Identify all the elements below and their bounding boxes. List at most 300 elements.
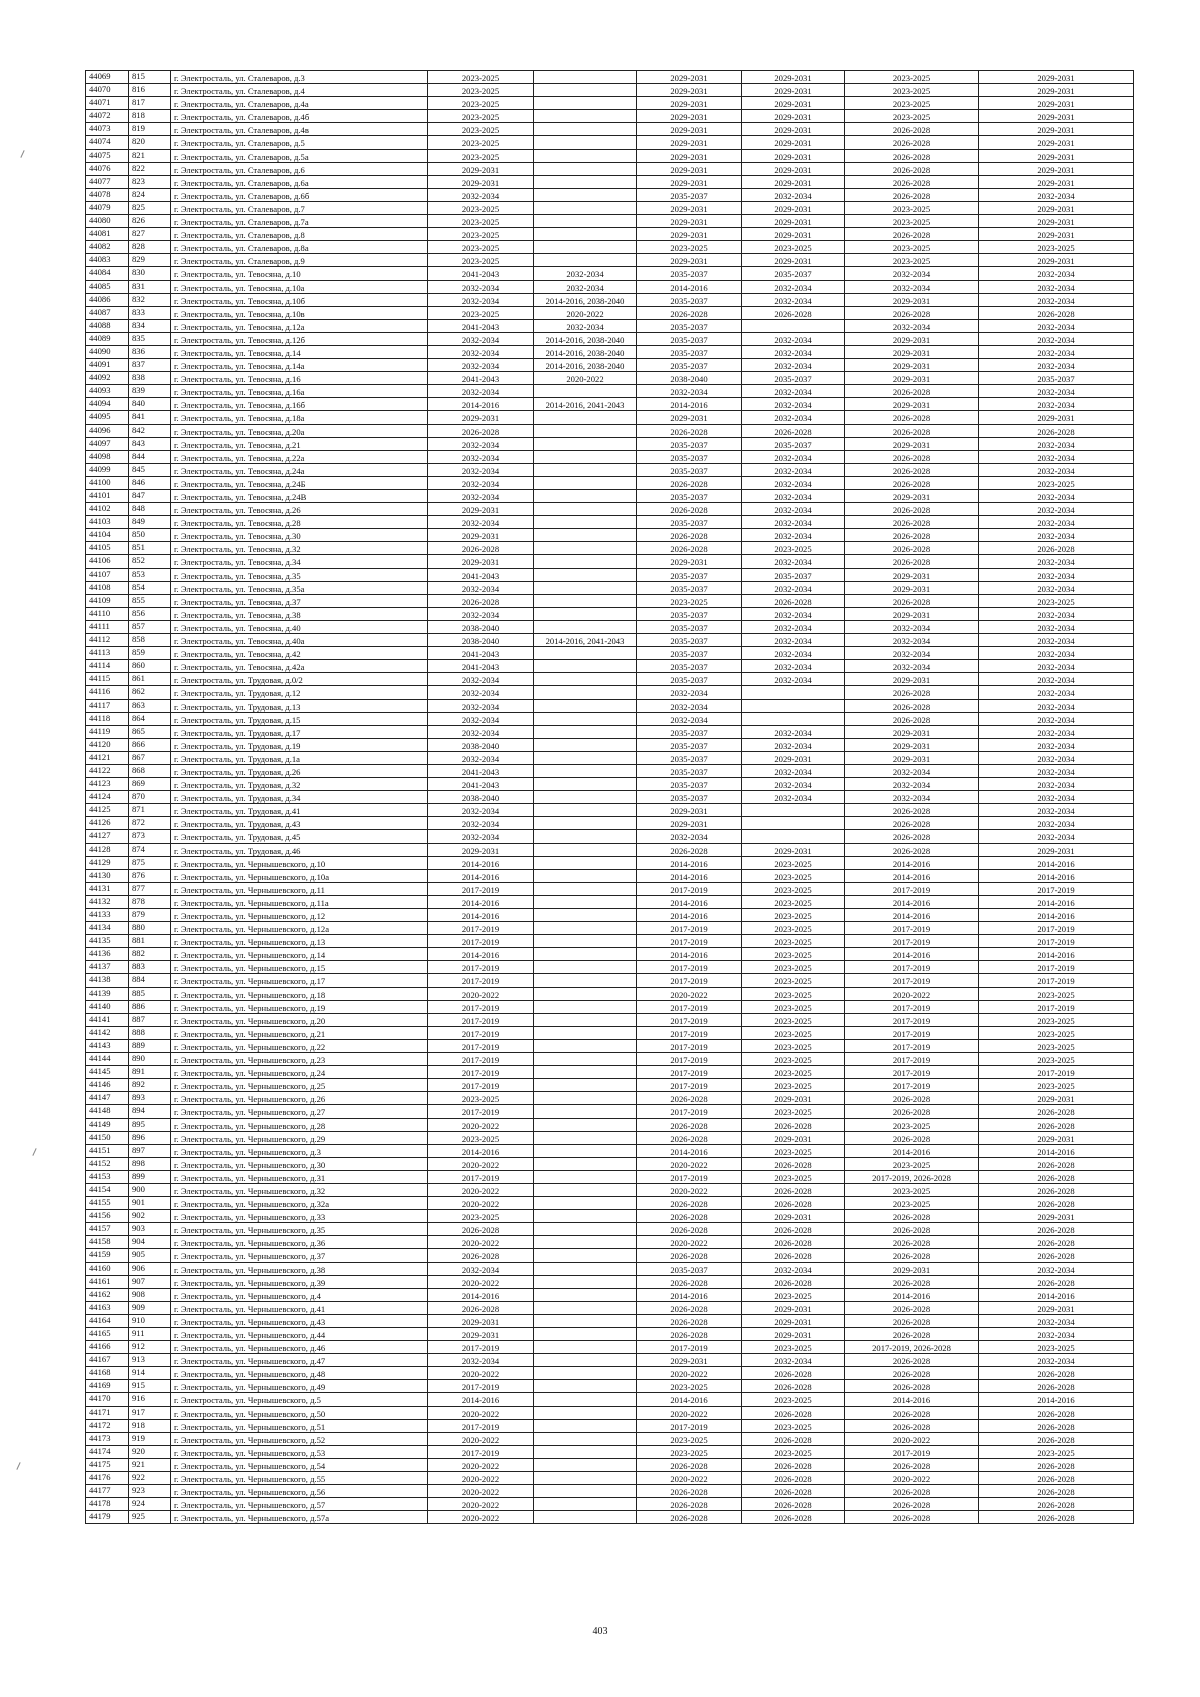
table-cell: 2026-2028 <box>742 306 845 319</box>
table-cell: 2029-2031 <box>979 123 1134 136</box>
table-cell: 2032-2034 <box>979 817 1134 830</box>
table-cell: 2026-2028 <box>845 424 979 437</box>
table-cell: 2026-2028 <box>845 385 979 398</box>
table-cell: 2023-2025 <box>979 1445 1134 1458</box>
table-cell: г. Электросталь, ул. Чернышевского, д.46 <box>171 1341 428 1354</box>
table-cell: г. Электросталь, ул. Тевосяна, д.10 <box>171 267 428 280</box>
table-cell: г. Электросталь, ул. Чернышевского, д.18 <box>171 987 428 1000</box>
table-cell <box>534 1314 637 1327</box>
table-cell: 44075 <box>86 149 129 162</box>
table-cell: 2029-2031 <box>742 175 845 188</box>
table-cell: г. Электросталь, ул. Чернышевского, д.52 <box>171 1432 428 1445</box>
table-cell: 2023-2025 <box>742 961 845 974</box>
table-cell: 2032-2034 <box>979 437 1134 450</box>
table-cell: 2023-2025 <box>742 1013 845 1026</box>
table-cell: 2026-2028 <box>845 1406 979 1419</box>
table-cell: 2026-2028 <box>637 1485 742 1498</box>
table-cell: 819 <box>129 123 171 136</box>
table-cell <box>534 607 637 620</box>
table-cell <box>534 385 637 398</box>
table-cell: 2032-2034 <box>742 738 845 751</box>
table-cell: г. Электросталь, ул. Сталеваров, д.7 <box>171 201 428 214</box>
table-row <box>86 437 1134 450</box>
table-cell: г. Электросталь, ул. Сталеваров, д.5 <box>171 136 428 149</box>
table-cell: 866 <box>129 738 171 751</box>
table-cell: 2029-2031 <box>979 1301 1134 1314</box>
table-cell <box>534 895 637 908</box>
table-cell: 2026-2028 <box>637 1275 742 1288</box>
table-row <box>86 241 1134 254</box>
table-cell <box>534 1053 637 1066</box>
table-cell: г. Электросталь, ул. Чернышевского, д.32 <box>171 1183 428 1196</box>
table-cell: 2032-2034 <box>742 1354 845 1367</box>
table-cell <box>742 830 845 843</box>
table-cell: 2023-2025 <box>428 201 534 214</box>
table-cell: 2032-2034 <box>637 699 742 712</box>
table-cell: г. Электросталь, ул. Чернышевского, д.10 <box>171 856 428 869</box>
table-cell: 2020-2022 <box>637 1472 742 1485</box>
table-cell: 44160 <box>86 1262 129 1275</box>
table-cell: 2026-2028 <box>637 476 742 489</box>
table-cell: 886 <box>129 1000 171 1013</box>
table-cell: г. Электросталь, ул. Чернышевского, д.13 <box>171 935 428 948</box>
table-cell: 2032-2034 <box>845 764 979 777</box>
table-cell: г. Электросталь, ул. Чернышевского, д.12 <box>171 909 428 922</box>
table-cell: 2020-2022 <box>845 1472 979 1485</box>
table-cell: 2032-2034 <box>742 778 845 791</box>
table-row <box>86 503 1134 516</box>
table-cell: 2023-2025 <box>428 84 534 97</box>
table-cell: 2023-2025 <box>742 987 845 1000</box>
table-cell: 44142 <box>86 1026 129 1039</box>
table-cell: 2029-2031 <box>637 215 742 228</box>
table-cell: 2017-2019 <box>428 974 534 987</box>
table-cell <box>534 1223 637 1236</box>
table-cell: 44128 <box>86 843 129 856</box>
table-row <box>86 581 1134 594</box>
table-cell: 2035-2037 <box>979 372 1134 385</box>
table-cell: 2026-2028 <box>742 1367 845 1380</box>
table-cell: 2020-2022 <box>845 987 979 1000</box>
table-cell: 2017-2019 <box>979 922 1134 935</box>
table-cell: 2017-2019 <box>428 1013 534 1026</box>
table-cell: 2032-2034 <box>742 293 845 306</box>
table-cell: 2026-2028 <box>845 817 979 830</box>
table-cell: 2032-2034 <box>979 529 1134 542</box>
table-cell: 2026-2028 <box>979 1367 1134 1380</box>
table-cell: 2032-2034 <box>979 1314 1134 1327</box>
table-cell <box>534 411 637 424</box>
table-cell: 2029-2031 <box>637 84 742 97</box>
table-cell: 2020-2022 <box>534 306 637 319</box>
table-cell: 906 <box>129 1262 171 1275</box>
table-cell: 900 <box>129 1183 171 1196</box>
table-cell: 2026-2028 <box>742 1183 845 1196</box>
table-cell <box>534 1118 637 1131</box>
table-cell: 2017-2019 <box>637 1013 742 1026</box>
table-cell: 2032-2034 <box>845 660 979 673</box>
table-cell: 876 <box>129 869 171 882</box>
table-cell <box>534 228 637 241</box>
table-row <box>86 385 1134 398</box>
table-cell: 2029-2031 <box>845 607 979 620</box>
table-cell: 44088 <box>86 319 129 332</box>
table-cell: 815 <box>129 71 171 84</box>
table-cell: 44114 <box>86 660 129 673</box>
table-cell: 883 <box>129 961 171 974</box>
table-cell: 2032-2034 <box>979 804 1134 817</box>
table-cell: 2029-2031 <box>742 843 845 856</box>
table-cell: 2035-2037 <box>637 490 742 503</box>
table-cell: 44124 <box>86 791 129 804</box>
table-cell: 2032-2034 <box>979 1262 1134 1275</box>
table-row <box>86 1223 1134 1236</box>
table-cell: 847 <box>129 490 171 503</box>
table-cell: 44141 <box>86 1013 129 1026</box>
table-cell <box>534 529 637 542</box>
table-cell: 2029-2031 <box>637 71 742 84</box>
table-row <box>86 267 1134 280</box>
table-cell: 2029-2031 <box>742 71 845 84</box>
table-cell: г. Электросталь, ул. Чернышевского, д.20 <box>171 1013 428 1026</box>
table-cell: 2026-2028 <box>845 1380 979 1393</box>
table-cell: 44098 <box>86 450 129 463</box>
table-cell: 2035-2037 <box>637 267 742 280</box>
table-cell: 2026-2028 <box>845 228 979 241</box>
table-cell: 2032-2034 <box>742 764 845 777</box>
table-cell: 2032-2034 <box>428 293 534 306</box>
table-cell: 2029-2031 <box>979 201 1134 214</box>
table-cell: 2041-2043 <box>428 647 534 660</box>
table-cell: 2014-2016 <box>845 856 979 869</box>
table-cell: 2029-2031 <box>845 738 979 751</box>
table-cell: 2029-2031 <box>428 175 534 188</box>
table-cell: 2017-2019 <box>428 922 534 935</box>
table-cell: 2026-2028 <box>637 1249 742 1262</box>
table-cell: 2035-2037 <box>637 450 742 463</box>
table-cell: 2032-2034 <box>742 516 845 529</box>
table-cell: 2026-2028 <box>845 411 979 424</box>
table-cell: 2035-2037 <box>637 332 742 345</box>
table-cell: г. Электросталь, ул. Чернышевского, д.37 <box>171 1249 428 1262</box>
table-cell: 2023-2025 <box>637 1445 742 1458</box>
table-cell: 2029-2031 <box>979 162 1134 175</box>
table-cell: 2029-2031 <box>637 804 742 817</box>
table-cell: г. Электросталь, ул. Тевосяна, д.37 <box>171 594 428 607</box>
table-cell: 905 <box>129 1249 171 1262</box>
table-cell: 2035-2037 <box>637 293 742 306</box>
table-cell: 44174 <box>86 1445 129 1458</box>
table-cell: 44072 <box>86 110 129 123</box>
table-cell: 2029-2031 <box>979 411 1134 424</box>
table-cell: 2032-2034 <box>742 647 845 660</box>
table-cell: 2017-2019 <box>428 1380 534 1393</box>
table-cell: 2026-2028 <box>845 162 979 175</box>
table-cell <box>534 1328 637 1341</box>
table-cell: 2026-2028 <box>428 1249 534 1262</box>
table-cell: г. Электросталь, ул. Чернышевского, д.36 <box>171 1236 428 1249</box>
table-row <box>86 1053 1134 1066</box>
table-cell: 920 <box>129 1445 171 1458</box>
table-cell: 2026-2028 <box>845 830 979 843</box>
table-cell: 44129 <box>86 856 129 869</box>
table-cell: 2017-2019 <box>428 961 534 974</box>
table-cell: 44086 <box>86 293 129 306</box>
table-row <box>86 516 1134 529</box>
table-cell: 2023-2025 <box>742 882 845 895</box>
table-cell: 2032-2034 <box>979 1354 1134 1367</box>
table-cell: 2032-2034 <box>979 647 1134 660</box>
table-cell: 2017-2019 <box>979 974 1134 987</box>
table-cell <box>534 751 637 764</box>
table-cell: 44175 <box>86 1458 129 1471</box>
table-cell: г. Электросталь, ул. Чернышевского, д.25 <box>171 1079 428 1092</box>
table-row <box>86 162 1134 175</box>
table-cell: 868 <box>129 764 171 777</box>
table-cell: г. Электросталь, ул. Чернышевского, д.22 <box>171 1039 428 1052</box>
table-cell: 44127 <box>86 830 129 843</box>
table-cell: 44105 <box>86 542 129 555</box>
table-cell: 2032-2034 <box>428 437 534 450</box>
table-cell: 44133 <box>86 909 129 922</box>
table-cell <box>534 1485 637 1498</box>
table-cell: 2017-2019 <box>979 935 1134 948</box>
table-cell: 2017-2019 <box>845 974 979 987</box>
table-cell: 2032-2034 <box>428 804 534 817</box>
table-cell <box>534 1262 637 1275</box>
table-cell: г. Электросталь, ул. Тевосяна, д.24Б <box>171 476 428 489</box>
table-cell <box>742 699 845 712</box>
table-cell: 2026-2028 <box>845 555 979 568</box>
table-cell: 44077 <box>86 175 129 188</box>
table-cell: 2026-2028 <box>845 1498 979 1511</box>
table-cell <box>534 869 637 882</box>
table-cell: 2029-2031 <box>979 110 1134 123</box>
table-cell: г. Электросталь, ул. Чернышевского, д.31 <box>171 1170 428 1183</box>
table-cell: 2026-2028 <box>742 1380 845 1393</box>
table-cell: 923 <box>129 1485 171 1498</box>
table-cell: 916 <box>129 1393 171 1406</box>
table-row <box>86 1301 1134 1314</box>
table-cell: г. Электросталь, ул. Трудовая, д.12 <box>171 686 428 699</box>
table-cell: 44151 <box>86 1144 129 1157</box>
table-cell: 2035-2037 <box>637 738 742 751</box>
table-cell: 2017-2019 <box>637 961 742 974</box>
table-cell: г. Электросталь, ул. Сталеваров, д.4б <box>171 110 428 123</box>
table-row <box>86 306 1134 319</box>
table-cell: 2026-2028 <box>979 1105 1134 1118</box>
table-cell: 830 <box>129 267 171 280</box>
table-cell: 44122 <box>86 764 129 777</box>
table-cell: 2026-2028 <box>742 1197 845 1210</box>
table-cell: 2026-2028 <box>845 516 979 529</box>
table-cell: 44095 <box>86 411 129 424</box>
table-cell: 2014-2016 <box>979 909 1134 922</box>
table-cell: 887 <box>129 1013 171 1026</box>
table-row <box>86 922 1134 935</box>
table-cell: 2023-2025 <box>742 895 845 908</box>
table-cell: 2026-2028 <box>428 424 534 437</box>
table-cell: 2026-2028 <box>979 1170 1134 1183</box>
table-cell: 44143 <box>86 1039 129 1052</box>
table-cell: г. Электросталь, ул. Сталеваров, д.9 <box>171 254 428 267</box>
table-cell: 896 <box>129 1131 171 1144</box>
table-row <box>86 1131 1134 1144</box>
table-row <box>86 620 1134 633</box>
table-cell: 2026-2028 <box>979 1236 1134 1249</box>
table-cell: 2026-2028 <box>845 1485 979 1498</box>
table-cell: 2020-2022 <box>428 1472 534 1485</box>
table-cell: 2029-2031 <box>979 215 1134 228</box>
register-table-container <box>85 70 1133 1524</box>
table-cell: 2026-2028 <box>845 1210 979 1223</box>
table-cell: 2041-2043 <box>428 764 534 777</box>
table-cell: 891 <box>129 1066 171 1079</box>
table-cell: 44146 <box>86 1079 129 1092</box>
table-cell: 2020-2022 <box>637 987 742 1000</box>
table-cell: 2014-2016 <box>979 869 1134 882</box>
table-cell: 912 <box>129 1341 171 1354</box>
table-cell: г. Электросталь, ул. Тевосяна, д.42а <box>171 660 428 673</box>
table-cell: 2020-2022 <box>428 1275 534 1288</box>
table-cell: г. Электросталь, ул. Тевосяна, д.14 <box>171 345 428 358</box>
table-cell: 44140 <box>86 1000 129 1013</box>
table-row <box>86 869 1134 882</box>
table-cell: 2020-2022 <box>637 1157 742 1170</box>
table-cell: г. Электросталь, ул. Чернышевского, д.10а <box>171 869 428 882</box>
table-cell: 2029-2031 <box>637 162 742 175</box>
table-cell: 838 <box>129 372 171 385</box>
table-cell: 882 <box>129 948 171 961</box>
table-cell: 2026-2028 <box>637 1131 742 1144</box>
table-cell: 852 <box>129 555 171 568</box>
table-cell: 2029-2031 <box>742 1092 845 1105</box>
table-cell: 844 <box>129 450 171 463</box>
table-cell: 44089 <box>86 332 129 345</box>
table-cell: 44153 <box>86 1170 129 1183</box>
table-cell: г. Электросталь, ул. Чернышевского, д.14 <box>171 948 428 961</box>
table-cell: 2017-2019 <box>637 1066 742 1079</box>
table-cell: г. Электросталь, ул. Сталеваров, д.6б <box>171 188 428 201</box>
table-cell: 44134 <box>86 922 129 935</box>
table-cell: 2029-2031 <box>979 254 1134 267</box>
table-cell: 2023-2025 <box>742 241 845 254</box>
table-cell: 2017-2019 <box>845 935 979 948</box>
table-cell: 44121 <box>86 751 129 764</box>
table-cell: 816 <box>129 84 171 97</box>
table-row <box>86 1183 1134 1196</box>
table-cell: 2014-2016, 2038-2040 <box>534 332 637 345</box>
table-cell: 2032-2034 <box>742 345 845 358</box>
table-cell: 2026-2028 <box>637 1314 742 1327</box>
table-cell: 2032-2034 <box>428 699 534 712</box>
table-cell: 2026-2028 <box>428 1223 534 1236</box>
table-cell: 892 <box>129 1079 171 1092</box>
table-cell: 2020-2022 <box>428 1511 534 1524</box>
table-cell: 2032-2034 <box>979 1328 1134 1341</box>
table-cell: 2020-2022 <box>845 1432 979 1445</box>
table-cell: г. Электросталь, ул. Чернышевского, д.19 <box>171 1000 428 1013</box>
table-cell: 2032-2034 <box>428 345 534 358</box>
table-cell: 44170 <box>86 1393 129 1406</box>
table-cell: 44112 <box>86 634 129 647</box>
table-cell: г. Электросталь, ул. Тевосяна, д.10в <box>171 306 428 319</box>
table-cell <box>534 791 637 804</box>
table-cell: 2029-2031 <box>637 254 742 267</box>
table-cell: 2032-2034 <box>742 398 845 411</box>
table-cell: 2032-2034 <box>428 817 534 830</box>
table-cell: 2026-2028 <box>845 503 979 516</box>
table-cell: 2023-2025 <box>742 1445 845 1458</box>
table-cell: 2038-2040 <box>428 634 534 647</box>
table-cell: г. Электросталь, ул. Тевосяна, д.14а <box>171 359 428 372</box>
table-cell: 44116 <box>86 686 129 699</box>
table-cell: 2032-2034 <box>979 830 1134 843</box>
table-cell <box>534 555 637 568</box>
table-cell: 2029-2031 <box>637 123 742 136</box>
table-row <box>86 1354 1134 1367</box>
table-cell: 2032-2034 <box>428 830 534 843</box>
table-cell: г. Электросталь, ул. Чернышевского, д.47 <box>171 1354 428 1367</box>
table-cell: г. Электросталь, ул. Чернышевского, д.54 <box>171 1458 428 1471</box>
table-row <box>86 280 1134 293</box>
table-cell: 2026-2028 <box>845 476 979 489</box>
table-row <box>86 843 1134 856</box>
table-cell: 2026-2028 <box>742 594 845 607</box>
table-row <box>86 123 1134 136</box>
table-cell: 2023-2025 <box>742 1288 845 1301</box>
table-cell: 828 <box>129 241 171 254</box>
table-cell: г. Электросталь, ул. Чернышевского, д.15 <box>171 961 428 974</box>
table-cell: 836 <box>129 345 171 358</box>
table-cell: 2023-2025 <box>979 1341 1134 1354</box>
table-cell: 2017-2019 <box>637 922 742 935</box>
table-cell <box>534 1406 637 1419</box>
table-cell: 2026-2028 <box>742 1223 845 1236</box>
table-cell: 44083 <box>86 254 129 267</box>
table-cell: 2026-2028 <box>845 1314 979 1327</box>
table-cell: 2017-2019 <box>979 1000 1134 1013</box>
table-cell: 2023-2025 <box>742 974 845 987</box>
table-cell: 2029-2031 <box>979 149 1134 162</box>
table-cell: г. Электросталь, ул. Чернышевского, д.30 <box>171 1157 428 1170</box>
table-cell: 2032-2034 <box>428 463 534 476</box>
table-row <box>86 188 1134 201</box>
table-cell: 2014-2016 <box>845 869 979 882</box>
table-row <box>86 71 1134 84</box>
table-cell: 2026-2028 <box>979 1485 1134 1498</box>
table-cell <box>534 673 637 686</box>
table-cell <box>742 817 845 830</box>
table-cell: 2017-2019 <box>428 1419 534 1432</box>
table-cell: г. Электросталь, ул. Чернышевского, д.51 <box>171 1419 428 1432</box>
table-cell <box>534 1026 637 1039</box>
table-cell <box>534 1432 637 1445</box>
table-cell: 2026-2028 <box>637 1092 742 1105</box>
table-cell: 2026-2028 <box>979 1223 1134 1236</box>
table-cell <box>534 1183 637 1196</box>
table-cell: 44101 <box>86 490 129 503</box>
table-cell: 2032-2034 <box>742 634 845 647</box>
table-cell: 2035-2037 <box>637 778 742 791</box>
table-cell <box>534 1458 637 1471</box>
table-cell <box>534 175 637 188</box>
table-cell: 2014-2016 <box>845 1288 979 1301</box>
table-cell: 2026-2028 <box>845 123 979 136</box>
table-cell: г. Электросталь, ул. Чернышевского, д.32а <box>171 1197 428 1210</box>
table-cell: 2026-2028 <box>979 1157 1134 1170</box>
table-cell: 2014-2016 <box>428 1144 534 1157</box>
